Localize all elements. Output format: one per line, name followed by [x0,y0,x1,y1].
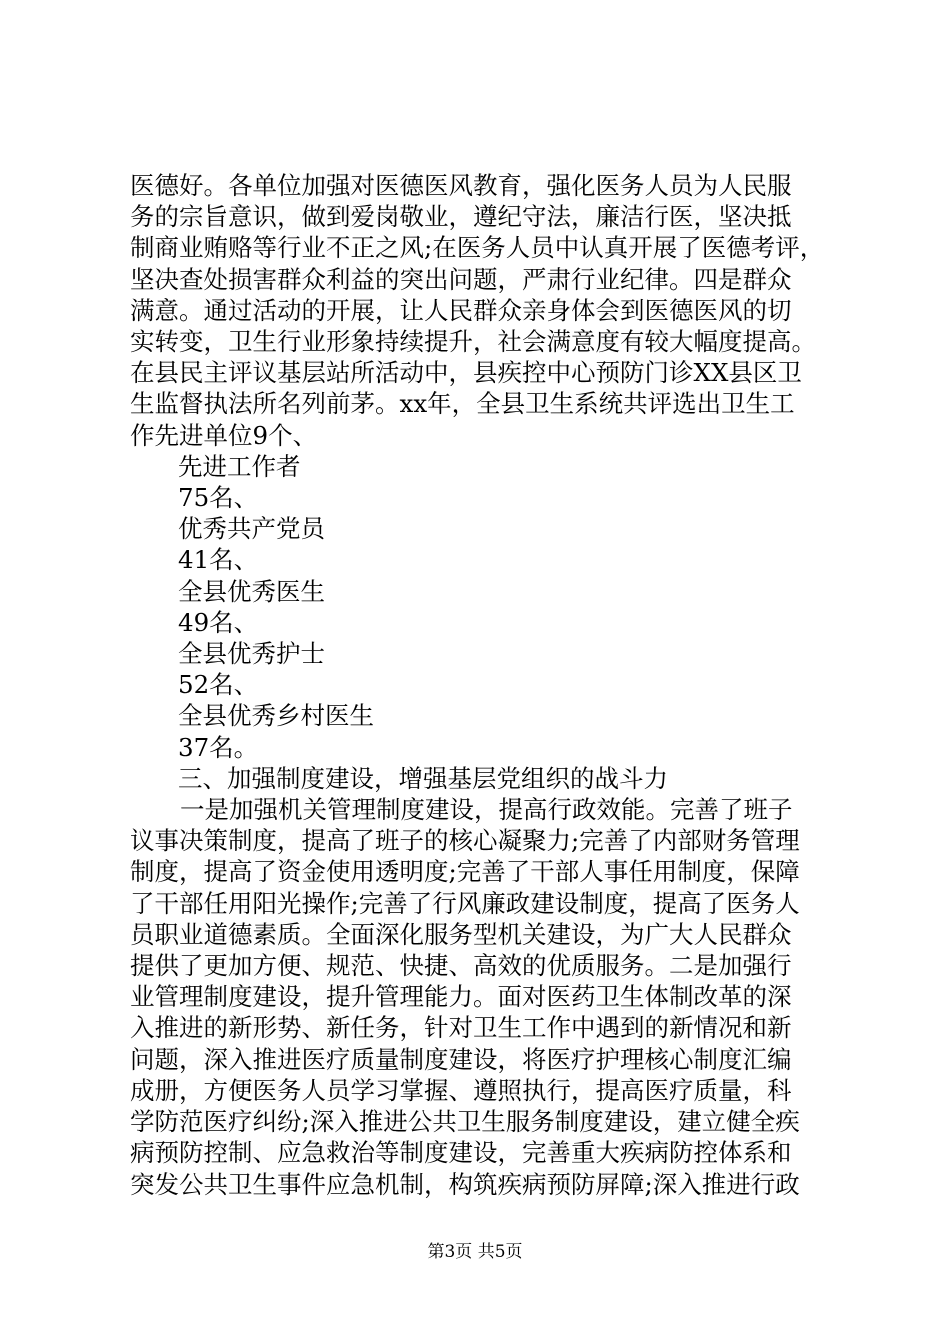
list-item: 优秀共产党员 [178,514,325,544]
text-line: 满意。通过活动的开展，让人民群众亲身体会到医德医风的切 [130,295,792,325]
list-item: 全县优秀医生 [178,576,325,606]
text-line: 成册，方便医务人员学习掌握、遵照执行，提高医疗质量，科 [130,1075,792,1105]
text-line: 病预防控制、应急救治等制度建设，完善重大疾病防控体系和 [130,1138,792,1168]
text-line: 入推进的新形势、新任务，针对卫生工作中遇到的新情况和新 [130,1013,792,1043]
list-item: 49名、 [178,607,259,637]
text-line: 制度，提高了资金使用透明度;完善了干部人事任用制度，保障 [130,857,800,887]
text-line: 坚决查处损害群众利益的突出问题，严肃行业纪律。四是群众 [130,264,792,294]
list-item: 41名、 [178,545,259,575]
page-number: 第3页 共5页 [427,1242,523,1262]
list-item: 全县优秀护士 [178,639,325,669]
text-line: 员职业道德素质。全面深化服务型机关建设，为广大人民群众 [130,919,792,949]
list-item: 全县优秀乡村医生 [178,701,374,731]
text-line: 学防范医疗纠纷;深入推进公共卫生服务制度建设，建立健全疾 [130,1107,800,1137]
text-line: 医德好。各单位加强对医德医风教育，强化医务人员为人民服 [130,171,792,200]
section-heading: 三、加强制度建设，增强基层党组织的战斗力 [178,763,668,793]
text-line: 提供了更加方便、规范、快捷、高效的优质服务。二是加强行 [130,951,792,981]
list-item: 52名、 [178,670,259,700]
text-line: 突发公共卫生事件应急机制，构筑疾病预防屏障;深入推进行政 [130,1169,800,1199]
body-text [130,170,830,1200]
text-line: 一是加强机关管理制度建设，提高行政效能。完善了班子 [180,795,793,825]
list-item: 75名、 [178,483,259,513]
text-line: 议事决策制度，提高了班子的核心凝聚力;完善了内部财务管理 [130,826,800,856]
text-line: 问题，深入推进医疗质量制度建设，将医疗护理核心制度汇编 [130,1044,792,1074]
list-item: 先进工作者 [178,451,301,481]
text-line: 了干部任用阳光操作;完善了行风廉政建设制度，提高了医务人 [130,888,800,918]
text-line: 作先进单位9个、 [130,420,318,450]
text-line: 实转变，卫生行业形象持续提升，社会满意度有较大幅度提高。 [130,327,816,357]
text-line: 制商业贿赂等行业不正之风;在医务人员中认真开展了医德考评， [130,233,825,263]
text-line: 生监督执法所名列前茅。xx年，全县卫生系统共评选出卫生工 [130,389,795,419]
text-line: 业管理制度建设，提升管理能力。面对医药卫生体制改革的深 [130,982,792,1012]
text-line: 在县民主评议基层站所活动中，县疾控中心预防门诊XX县区卫 [130,358,802,388]
list-item: 37名。 [178,732,259,762]
text-line: 务的宗旨意识，做到爱岗敬业，遵纪守法，廉洁行医，坚决抵 [130,202,792,232]
